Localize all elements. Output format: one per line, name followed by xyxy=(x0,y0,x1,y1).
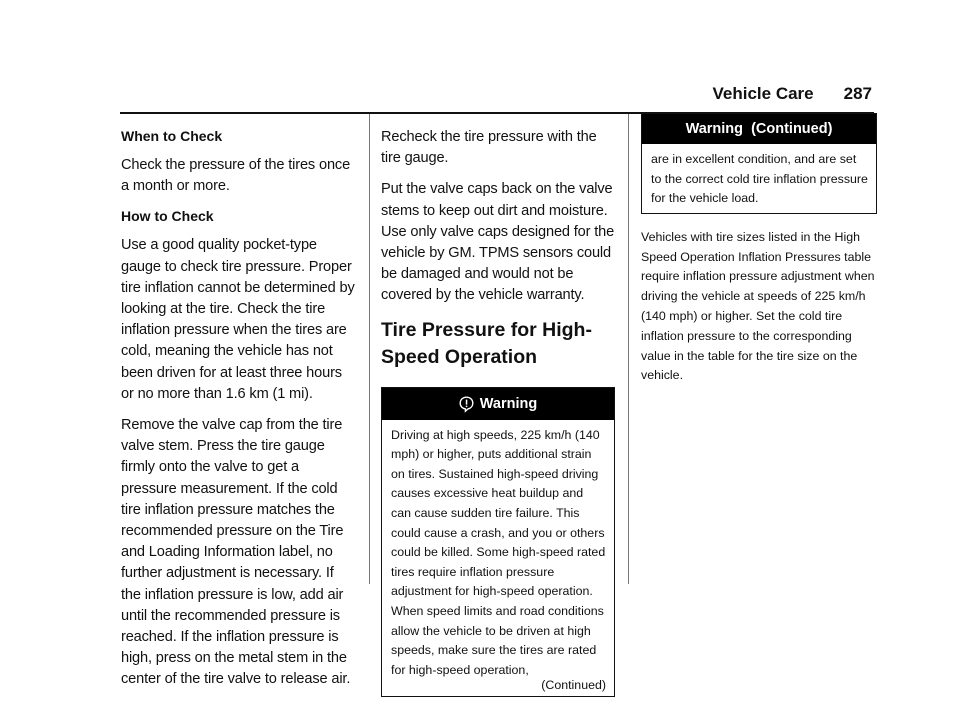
how-to-check-heading: How to Check xyxy=(121,208,214,225)
warning-continued-title-bar xyxy=(642,114,876,144)
warning-continued-box xyxy=(641,113,877,214)
warning-continued-body xyxy=(642,144,876,213)
high-speed-body-text: Vehicles with tire sizes listed in the High Speed Operation Inflation Pressures table require inflation pressure adjustment when driving the vehicle at speeds of 225 km/h (140 mph) or higher. Set the cold tire inflation pressure to the corresponding value in the table for the tire size on the vehicle. xyxy=(641,229,875,383)
continued-label: (Continued) xyxy=(541,678,606,693)
recheck-text: Recheck the tire pressure with the tire gauge. xyxy=(381,129,597,167)
warning-box xyxy=(381,387,615,698)
column-divider xyxy=(628,114,629,584)
page-number: 287 xyxy=(843,84,872,103)
column-2 xyxy=(381,127,615,711)
warning-title: Warning xyxy=(479,395,538,412)
section-title: Vehicle Care xyxy=(712,84,814,103)
release-air-text: Remove the valve cap from the tire valve stem. Press the tire gauge firmly onto the valve to get a pressure measurement. If the cold tire inflation pressure matches the recommended pressure on the Tire and Loading Information label, no further adjustment is necessary. If the inflation pressure is low, add air until the recommended pressure is reached. If the inflation pressure is high, press on the metal stem in the center of the tire valve to release air. xyxy=(121,417,351,688)
when-to-check-heading: When to Check xyxy=(121,128,223,144)
when-to-check-text: Check the pressure of the tires once a month or more. xyxy=(121,157,351,195)
section-heading: Tire Pressure for High-Speed Operation xyxy=(381,318,592,368)
warning-text: Driving at high speeds, 225 km/h (140 mph) or higher, puts additional strain on tires. Sustained high-speed driving causes excessive heat buildup and can cause sudden tire failure. This could cause a crash, and you or others could be killed. Some high-speed rated tires require inflation pressure adjustment for high-speed operation. When speed limits and road conditions allow the vehicle to be driven at high speeds, make sure the tires are rated for high-speed operation, xyxy=(391,427,606,677)
warning-continued-title: Warning (Continued) xyxy=(685,121,833,137)
warning-title-bar xyxy=(382,388,614,420)
column-3 xyxy=(641,113,877,386)
valve-caps-text: Put the valve caps back on the valve stems to keep out dirt and moisture. Use only valve caps designed for the vehicle by GM. TPMS sensors could be damaged and would not be covered by the vehicle warranty. xyxy=(381,181,615,304)
column-divider xyxy=(369,114,370,584)
warning-body xyxy=(382,420,614,697)
page-header xyxy=(713,84,873,106)
warning-icon xyxy=(459,396,474,412)
warning-continued-text: are in excellent condition, and are set to the correct cold tire inflation pressure for the vehicle load. xyxy=(651,152,868,206)
column-1 xyxy=(121,127,357,701)
how-to-check-text: Use a good quality pocket-type gauge to check tire pressure. Proper tire inflation cannot be determined by looking at the tire. Check the tire inflation pressure when the tires are cold, meaning the vehicle has not been driven for at least three hours or no more than 1.6 km (1 mi). xyxy=(121,237,355,402)
